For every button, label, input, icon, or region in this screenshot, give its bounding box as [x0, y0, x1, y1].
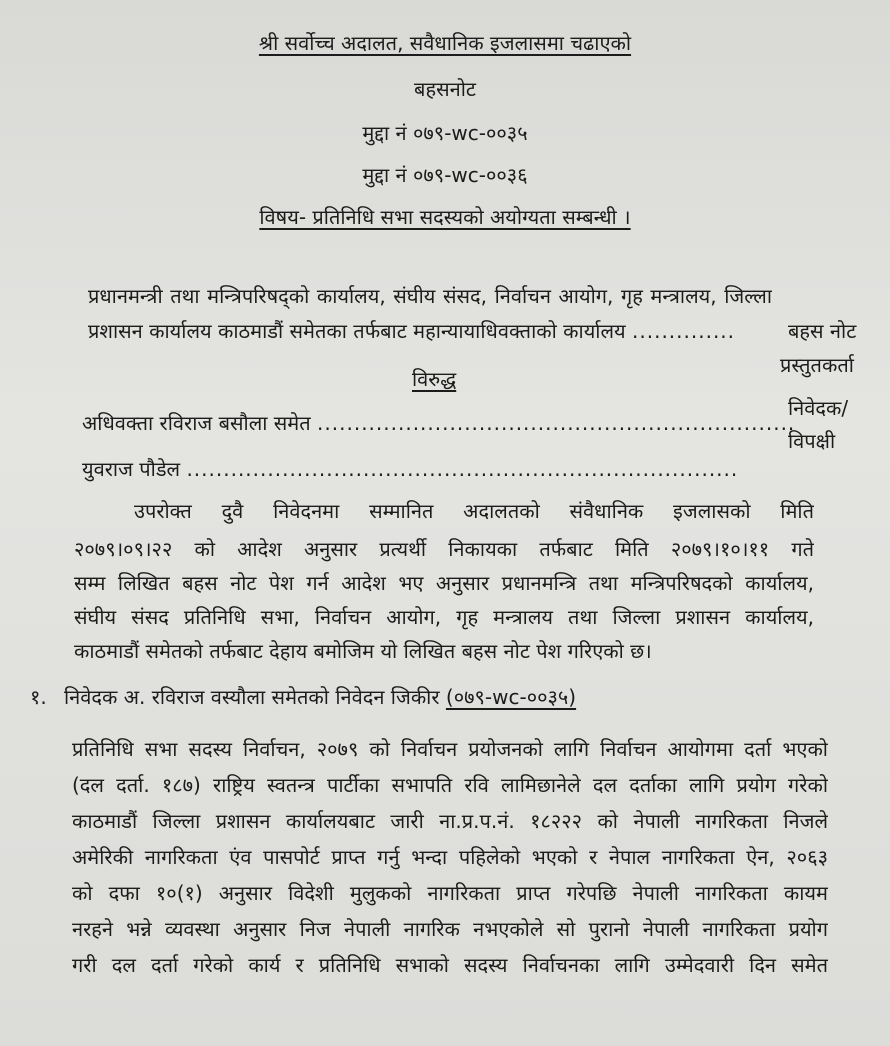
- section-1-number: १.: [30, 685, 47, 709]
- section-1-case-ref: (०७९-wc-००३५): [445, 685, 577, 709]
- presenter-line-2: [88, 318, 735, 344]
- presenter-dots: ..............: [632, 319, 736, 343]
- respondent-2: [82, 456, 738, 482]
- intro-line-5: काठमाडौं समेतको तर्फबाट देहाय बमोजिम यो लिखित बहस नोट पेश गरिएको छ।: [74, 639, 652, 663]
- body-line-4: अमेरिकी नागरिकता एंव पासपोर्ट प्राप्त गर्नु भन्दा पहिलेको भएको र नेपाल नागरिकता ऐन, २०६३: [72, 845, 828, 869]
- respondent-1: [82, 410, 795, 436]
- respondent-2-dots: ...........................................................................: [186, 457, 739, 481]
- body-line-3: काठमाडौं जिल्ला प्रशासन कार्यालयबाट जारी ना.प्र.प.नं. १८२२२ को नेपाली नागरिकता निजले: [72, 809, 828, 833]
- section-1-heading: [64, 684, 576, 710]
- respondent-1-name: अधिवक्ता रविराज बसौला समेत: [82, 411, 311, 435]
- subject-line: विषय- प्रतिनिधि सभा सदस्यको अयोग्यता सम्बन्धी ।: [259, 205, 631, 229]
- intro-line-3: सम्म लिखित बहस नोट पेश गर्न आदेश भए अनुसार प्रधानमन्त्रि तथा मन्त्रिपरिषदको कार्यालय,: [74, 571, 814, 595]
- body-line-7: गरी दल दर्ता गरेको कार्य र प्रतिनिधि सभाको सदस्य निर्वाचनका लागि उम्मेदवारी दिन समेत: [72, 953, 828, 977]
- body-line-6: नरहने भन्ने व्यवस्था अनुसार निज नेपाली नागरिक नभएकोले सो पुरानो नेपाली नागरिकता प्रयोग: [72, 917, 828, 941]
- respondent-1-dots: .................................................................: [317, 411, 796, 435]
- role-petitioner-line-1: निवेदक/: [788, 396, 849, 420]
- body-line-5: को दफा १०(१) अनुसार विदेशी मुलुकको नागरिकता प्राप्त गरेपछि नेपाली नागरिकता कायम: [72, 881, 828, 905]
- intro-line-2: २०७९।०९।२२ को आदेश अनुसार प्रत्यर्थी निकायका तर्फबाट मिति २०७९।१०।११ गते: [74, 537, 814, 561]
- role-presenter-line-2: प्रस्तुतकर्ता: [780, 353, 854, 377]
- case-number-2: मुद्दा नं ०७९-wc-००३६: [362, 163, 528, 187]
- section-1-title: निवेदक अ. रविराज वस्यौला समेतको निवेदन जिकीर: [64, 685, 440, 709]
- presenter-line-1: प्रधानमन्त्री तथा मन्त्रिपरिषद्‌को कार्यालय, संघीय संसद, निर्वाचन आयोग, गृह मन्त्रालय, जिल्ला: [88, 284, 772, 308]
- respondent-2-name: युवराज पौडेल: [82, 457, 181, 481]
- body-line-2: (दल दर्ता. १८७) राष्ट्रिय स्वतन्त्र पार्टीका सभापति रवि लामिछानेले दल दर्ताका लागि प्रयोग गरेको: [72, 773, 828, 797]
- presenter-name: प्रशासन कार्यालय काठमाडौं समेतका तर्फबाट महान्यायाधिवक्ताको कार्यालय: [88, 319, 626, 343]
- intro-line-4: संघीय संसद प्रतिनिधि सभा, निर्वाचन आयोग, गृह मन्त्रालय तथा जिल्ला प्रशासन कार्यालय,: [74, 605, 814, 629]
- document-type: बहसनोट: [414, 77, 476, 101]
- court-heading: श्री सर्वोच्च अदालत, सवैधानिक इजलासमा चढाएको: [258, 31, 632, 55]
- versus-heading: विरुद्ध: [412, 367, 457, 391]
- role-petitioner-line-2: विपक्षी: [788, 429, 836, 453]
- role-presenter-line-1: बहस नोट: [788, 319, 857, 343]
- intro-line-1: उपरोक्त दुवै निवेदनमा सम्मानित अदालतको संवैधानिक इजलासको मिति: [134, 499, 814, 523]
- case-number-1: मुद्दा नं ०७९-wc-००३५: [362, 121, 528, 145]
- body-line-1: प्रतिनिधि सभा सदस्य निर्वाचन, २०७९ को निर्वाचन प्रयोजनको लागि निर्वाचन आयोगमा दर्ता भएको: [72, 737, 828, 761]
